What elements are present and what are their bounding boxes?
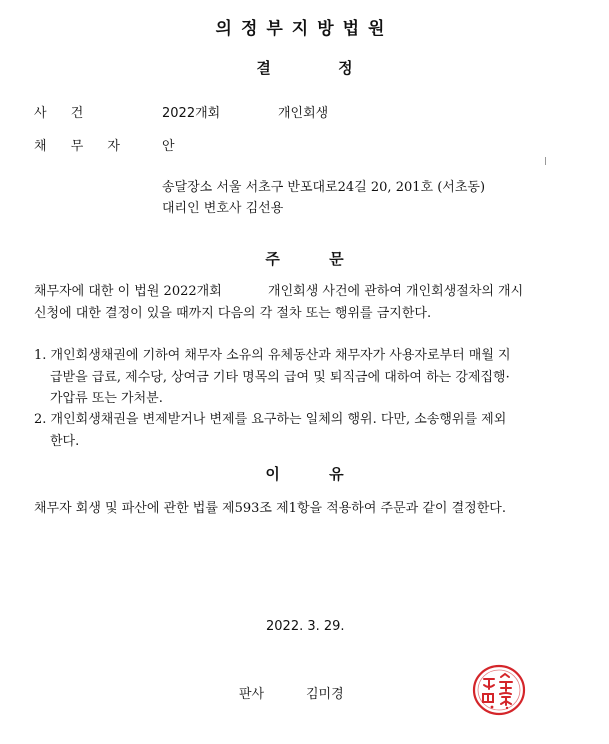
- court-name: 의정부지방법원: [215, 19, 394, 39]
- reason-text: 채무자 회생 및 파산에 관한 법률 제593조 제1항을 적용하여 주문과 같이 결정한다.: [34, 501, 506, 516]
- case-label: 사 건: [34, 106, 84, 121]
- debtor-address: 송달장소 서울 서초구 반포대로24길 20, 201호 (서초동): [162, 180, 486, 195]
- scan-mark: [545, 157, 546, 165]
- case-name: 개인회생: [278, 106, 329, 121]
- order-heading: 주 문: [265, 250, 344, 268]
- debtor-agent: 대리인 변호사 김선용: [162, 201, 284, 216]
- judge-title: 판사: [239, 687, 265, 702]
- document-title: 결 정: [256, 59, 353, 77]
- order-item-2-line1: 2. 개인회생채권을 변제받거나 변제를 요구하는 일체의 행위. 다만, 소송행위를 제외: [34, 412, 507, 427]
- order-item-2-line2: 한다.: [50, 434, 80, 449]
- order-intro-start: 채무자에 대한 이 법원 2022개회: [34, 284, 222, 299]
- debtor-name: 안: [162, 139, 175, 154]
- order-intro-line1: [34, 280, 523, 299]
- case-number: 2022개회: [162, 106, 221, 121]
- order-item-1-line1: 1. 개인회생채권에 기하여 채무자 소유의 유체동산과 채무자가 사용자로부터 매월 지: [34, 348, 511, 363]
- reason-heading: 이 유: [265, 465, 344, 483]
- order-intro-rest: 개인회생 사건에 관하여 개인회생절차의 개시: [268, 284, 524, 299]
- decision-date: 2022. 3. 29.: [266, 619, 345, 634]
- judge-name: 김미경: [306, 687, 344, 702]
- court-seal-icon: [471, 663, 527, 717]
- order-item-1-line3: 가압류 또는 가처분.: [50, 391, 163, 406]
- debtor-label: 채 무 자: [34, 139, 120, 154]
- order-item-1-line2: 급받을 급료, 제수당, 상여금 기타 명목의 급여 및 퇴직금에 대하여 하는 강제집행·: [50, 370, 510, 385]
- order-intro-line2: 신청에 대한 결정이 있을 때까지 다음의 각 절차 또는 행위를 금지한다.: [34, 306, 432, 321]
